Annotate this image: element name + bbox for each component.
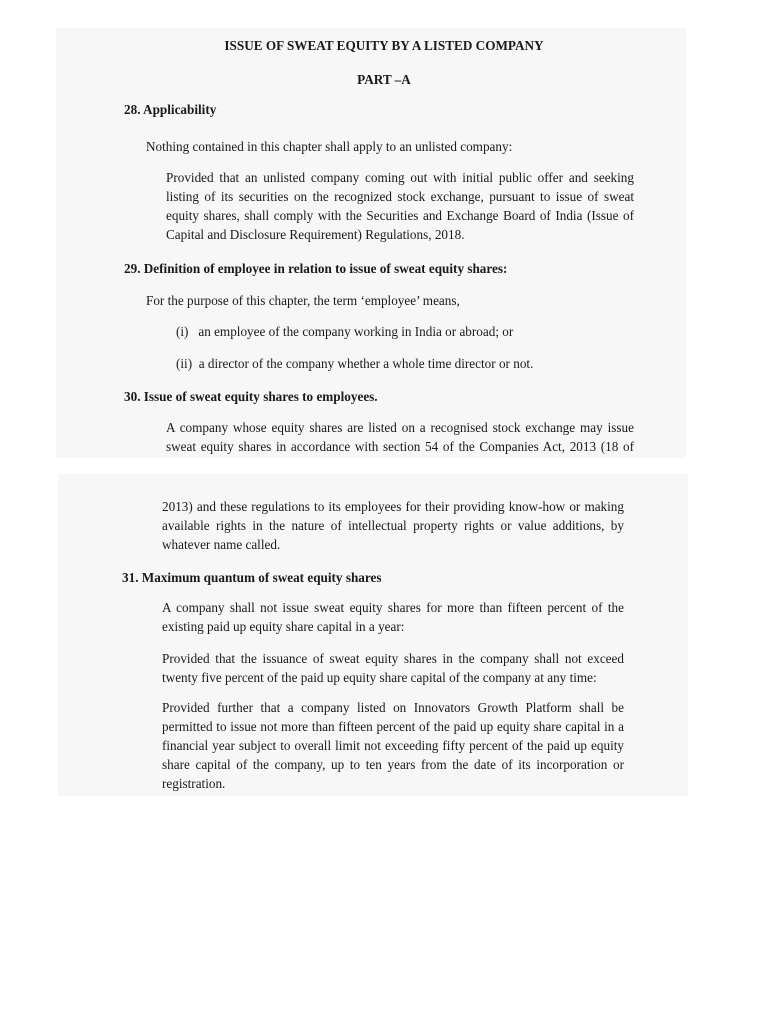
- section-31-para-line: registration.: [162, 776, 226, 791]
- section-31-para-line: permitted to issue not more than fifteen percent of the paid up equity share capital in a: [162, 719, 624, 734]
- section-29-item: (ii) a director of the company whether a whole time director or not.: [176, 356, 534, 371]
- section-31-para-line: financial year subject to overall limit not exceeding fifty percent of the paid up equity: [162, 738, 624, 753]
- section-29-heading: 29. Definition of employee in relation to issue of sweat equity shares:: [124, 261, 508, 276]
- section-28-proviso-line: Provided that an unlisted company coming out with initial public offer and seeking: [166, 170, 634, 185]
- section-31-para-line: share capital of the company, up to ten years from the date of its incorporation or: [162, 757, 624, 772]
- section-28-proviso-line: listing of its securities on the recognized stock exchange, pursuant to issue of sweat: [166, 189, 634, 204]
- section-30-heading: 30. Issue of sweat equity shares to employees.: [124, 389, 378, 404]
- section-31-heading: 31. Maximum quantum of sweat equity shares: [122, 570, 382, 585]
- section-31-para-line: existing paid up equity share capital in a year:: [162, 619, 405, 634]
- part-label: PART –A: [357, 72, 411, 87]
- section-30-para-line: available rights in the nature of intellectual property rights or value additions, by: [162, 518, 624, 533]
- section-30-para-line: sweat equity shares in accordance with section 54 of the Companies Act, 2013 (18 of: [166, 439, 634, 454]
- section-28-proviso-line: equity shares, shall comply with the Securities and Exchange Board of India (Issue of: [166, 208, 634, 223]
- section-28-proviso-line: Capital and Disclosure Requirement) Regulations, 2018.: [166, 227, 465, 242]
- section-29-item: (i) an employee of the company working in India or abroad; or: [176, 324, 514, 339]
- section-30-para-line: 2013) and these regulations to its employees for their providing know-how or making: [162, 499, 624, 514]
- section-29-intro: For the purpose of this chapter, the term ‘employee’ means,: [146, 293, 460, 308]
- document-title: ISSUE OF SWEAT EQUITY BY A LISTED COMPANY: [224, 38, 544, 53]
- section-30-para-line: A company whose equity shares are listed on a recognised stock exchange may issue: [166, 420, 634, 435]
- section-28-heading: 28. Applicability: [124, 102, 217, 117]
- section-31-para-line: A company shall not issue sweat equity shares for more than fifteen percent of the: [162, 600, 624, 615]
- section-28-intro: Nothing contained in this chapter shall apply to an unlisted company:: [146, 139, 513, 154]
- section-31-para-line: Provided further that a company listed on Innovators Growth Platform shall be: [162, 700, 624, 715]
- section-31-para-line: twenty five percent of the paid up equity share capital of the company at any time:: [162, 670, 597, 685]
- section-31-para-line: Provided that the issuance of sweat equity shares in the company shall not exceed: [162, 651, 624, 666]
- section-30-para-line: whatever name called.: [162, 537, 281, 552]
